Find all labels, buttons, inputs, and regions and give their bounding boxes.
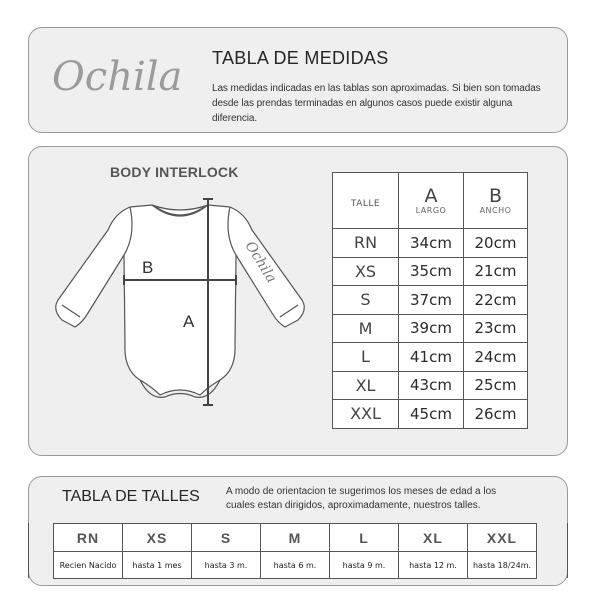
size-age-cell: hasta 1 mes: [123, 552, 192, 579]
sizes-age-row: [54, 552, 537, 579]
largo-cell: 39cm: [399, 314, 464, 343]
table-row: [333, 286, 528, 315]
bodysuit-logo-text: Ochila: [241, 238, 280, 286]
bodysuit-outline: [56, 205, 305, 395]
header-ancho: [464, 173, 528, 229]
size-age-cell: hasta 3 m.: [192, 552, 261, 579]
size-code-cell: RN: [54, 524, 123, 552]
header-a-sub: LARGO: [415, 206, 447, 215]
largo-cell: 35cm: [399, 257, 464, 286]
largo-cell: 45cm: [399, 400, 464, 429]
sizes-title: TABLA DE TALLES: [62, 488, 200, 505]
size-cell: S: [333, 286, 399, 315]
ancho-cell: 23cm: [464, 314, 528, 343]
ancho-cell: 21cm: [464, 257, 528, 286]
body-section-title: BODY INTERLOCK: [110, 164, 239, 180]
measure-label-b: B: [142, 258, 154, 277]
size-code-cell: L: [330, 524, 399, 552]
size-code-cell: XXL: [468, 524, 537, 552]
size-cell: XL: [333, 371, 399, 400]
sizes-right-tick: [567, 523, 568, 578]
largo-cell: 34cm: [399, 229, 464, 258]
size-cell: L: [333, 343, 399, 372]
header-talle: TALLE: [333, 173, 399, 229]
brand-logo: [50, 48, 190, 104]
header-b-letter: B: [488, 185, 503, 207]
ancho-cell: 24cm: [464, 343, 528, 372]
table-row: [333, 371, 528, 400]
size-cell: XS: [333, 257, 399, 286]
header-b-sub: ANCHO: [479, 206, 512, 215]
size-cell: M: [333, 314, 399, 343]
size-age-cell: hasta 18/24m.: [468, 552, 537, 579]
largo-cell: 37cm: [399, 286, 464, 315]
sizes-left-tick: [28, 523, 29, 578]
brand-logo-text: Ochila: [52, 54, 183, 100]
table-row: [333, 400, 528, 429]
table-row: [333, 314, 528, 343]
size-code-cell: XL: [399, 524, 468, 552]
table-row: [333, 229, 528, 258]
header-note-line2: desde las prendas terminadas en algunos casos puede existir alguna diferencia.: [212, 98, 513, 124]
header-largo: [399, 173, 464, 229]
header-note-line1: Las medidas indicadas en las tablas son aproximadas. Si bien son tomadas: [212, 83, 541, 94]
size-age-cell: hasta 9 m.: [330, 552, 399, 579]
size-cell: XXL: [333, 400, 399, 429]
ancho-cell: 26cm: [464, 400, 528, 429]
ancho-cell: 20cm: [464, 229, 528, 258]
size-code-cell: S: [192, 524, 261, 552]
header-a-letter: A: [424, 185, 438, 207]
table-row: [333, 257, 528, 286]
sizes-code-row: [54, 524, 537, 552]
size-code-cell: M: [261, 524, 330, 552]
header-note: [212, 81, 552, 126]
sizes-note: [226, 485, 526, 513]
size-code-cell: XS: [123, 524, 192, 552]
size-age-cell: hasta 12 m.: [399, 552, 468, 579]
size-cell: RN: [333, 229, 399, 258]
bodysuit-crotch: [165, 394, 195, 398]
sizes-note-line2: cuales estan dirigidos, aproximadamente, nuestros talles.: [226, 500, 481, 511]
measurements-table: [332, 172, 528, 429]
measurements-header-row: [333, 173, 528, 229]
ancho-cell: 25cm: [464, 371, 528, 400]
size-age-cell: hasta 6 m.: [261, 552, 330, 579]
sizes-table: [53, 523, 537, 579]
largo-cell: 41cm: [399, 343, 464, 372]
table-row: [333, 343, 528, 372]
page-title: TABLA DE MEDIDAS: [212, 48, 389, 68]
largo-cell: 43cm: [399, 371, 464, 400]
measure-label-a: A: [183, 312, 195, 331]
bodysuit-diagram: [40, 185, 320, 435]
size-age-cell: Recien Nacido: [54, 552, 123, 579]
ancho-cell: 22cm: [464, 286, 528, 315]
sizes-note-line1: A modo de orientacion te sugerimos los meses de edad a los: [226, 486, 497, 497]
